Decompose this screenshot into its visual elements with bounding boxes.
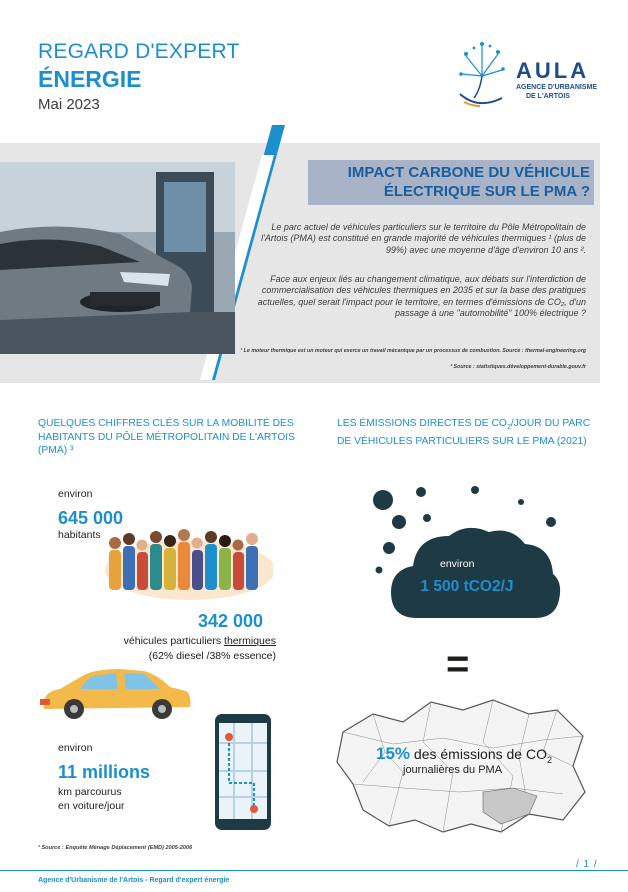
- share-subscript: 2: [546, 754, 552, 765]
- footnote-1: ¹ Le moteur thermique est un moteur qui exerce un travail mécanique par un processus de combustion. Source : thermal-engineering.org: [240, 348, 586, 354]
- inhabitants-value: 645 000: [58, 508, 124, 528]
- people-crowd-illustration: [95, 510, 273, 600]
- emissions-heading-subscript: 2: [506, 424, 511, 432]
- vehicles-label-underlined: thermiques: [224, 635, 276, 647]
- emissions-section-heading: [337, 417, 597, 448]
- share-statement: [376, 744, 606, 765]
- logo-wordmark: AULA: [516, 58, 590, 83]
- vehicles-label: véhicules particuliers: [123, 635, 225, 647]
- inhabitants-label: habitants: [58, 529, 101, 541]
- car-illustration: [40, 665, 195, 723]
- electric-car-photo: [0, 162, 235, 354]
- page-number: / 1 /: [576, 859, 598, 870]
- footnote-2: ² Source : statistiques.développement-durable.gouv.fr: [450, 364, 586, 370]
- intro-paragraph-2: Face aux enjeux liés au changement climatique, aux débats sur l'interdiction de commercialisation des véhicules thermiques en 2035 et sur la base des pratiques actuelles, quel serait l'impact pour le territoire, en termes d'émissions de CO₂, d'un passage à une "automobilité" 100% électrique ?: [257, 274, 586, 318]
- inhabitants-prefix: environ: [58, 488, 93, 500]
- report-date: Mai 2023: [38, 96, 100, 113]
- logo-subtitle-line1: AGENCE D'URBANISME: [516, 84, 598, 91]
- share-text: des émissions de CO: [410, 746, 547, 762]
- logo-subtitle-line2: DE L'ARTOIS: [526, 93, 570, 100]
- km-label-line2: en voiture/jour: [58, 800, 125, 812]
- emissions-heading-text: LES ÉMISSIONS DIRECTES DE CO: [337, 418, 507, 429]
- mobility-source: ³ Source : Enquête Ménage Déplacement (EMD) 2005-2006: [38, 845, 193, 851]
- km-value: 11 millions: [58, 762, 151, 782]
- footer-text: Agence d'Urbanisme de l'Artois - Regard d'expert énergie: [38, 877, 230, 884]
- report-series-title: REGARD D'EXPERT: [38, 40, 240, 63]
- km-label-line1: km parcourus: [58, 786, 122, 798]
- co2-cloud-icon: [365, 478, 575, 628]
- banner-title: IMPACT CARBONE DU VÉHICULE ÉLECTRIQUE SUR LE PMA ?: [308, 160, 594, 205]
- footer-divider: [0, 870, 628, 871]
- share-percentage: 15%: [376, 744, 411, 763]
- vehicles-description: [98, 634, 276, 663]
- phone-map-icon: [214, 713, 272, 831]
- intro-paragraph-1: Le parc actuel de véhicules particuliers sur le territoire du Pôle Métropolitain de l'Artois (PMA) est constitué en grande majorité de véhicules thermiques ¹ (plus de 99%) avec une moyenne d'âge d'environ 10 ans ².: [261, 222, 586, 255]
- km-prefix: environ: [58, 742, 93, 754]
- emissions-heading-text-end: /JOUR DU PARC DE VÉHICULES PARTICULIERS SUR LE PMA (2021): [337, 418, 591, 447]
- equals-sign: =: [446, 642, 470, 686]
- mobility-section-heading: QUELQUES CHIFFRES CLÉS SUR LA MOBILITÉ DES HABITANTS DU PÔLE MÉTROPOLITAIN DE L'ARTOIS (PMA) ³: [38, 418, 295, 456]
- daily-emissions-value: 1 500 tCO2/J: [420, 578, 514, 595]
- share-statement-line2: journalières du PMA: [403, 764, 503, 776]
- aula-logo-icon: [452, 36, 514, 112]
- vehicles-value: 342 000: [198, 611, 264, 631]
- report-theme-title: ÉNERGIE: [38, 66, 142, 92]
- vehicles-fuel-split: (62% diesel /38% essence): [148, 649, 276, 662]
- cloud-prefix: environ: [440, 558, 475, 570]
